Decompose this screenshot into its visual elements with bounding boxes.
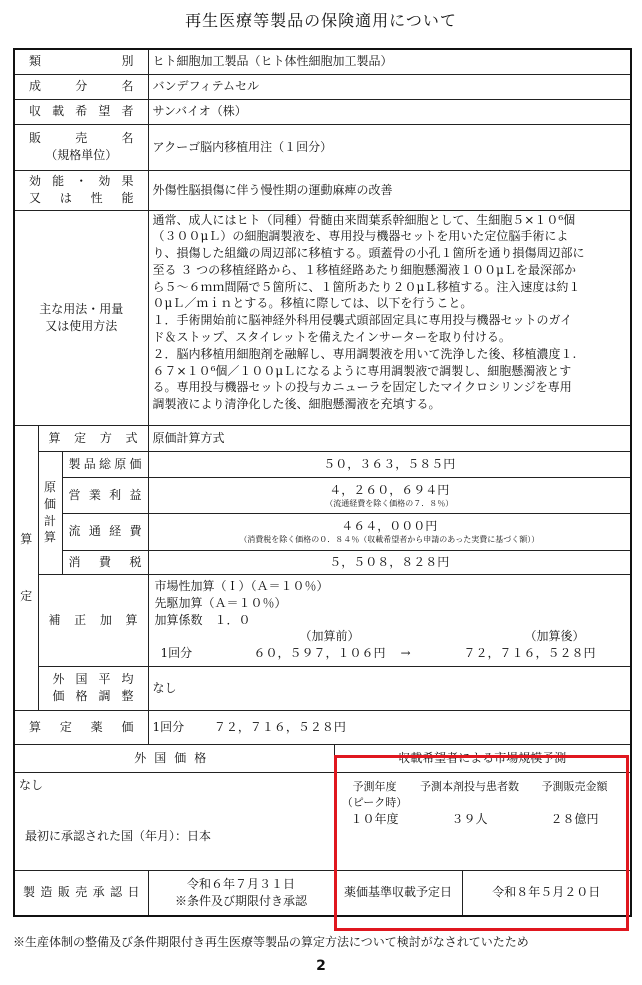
product-table	[13, 48, 632, 917]
value-method: 原価計算方式	[148, 425, 631, 451]
row-foreign-price-header	[14, 744, 631, 772]
label-distribution: 流通経費	[68, 524, 142, 539]
value-first-approved: 最初に承認された国（年月）：日本	[25, 829, 212, 844]
label-sales-unit: （規格単位）	[45, 148, 118, 162]
label-consumption-tax: 消費税	[68, 554, 142, 569]
label-correction: 補正加算	[48, 612, 138, 627]
value-applicant: サンバイオ（株）	[148, 99, 631, 124]
row-foreign-adj	[14, 666, 631, 710]
label-operating-profit: 営業利益	[68, 487, 142, 502]
row-method	[14, 425, 631, 451]
forecast-sales-header: 予測販売金額	[541, 779, 608, 793]
label-product-cost: 製品総原価	[68, 456, 142, 471]
value-consumption-tax: ５，５０８，８２８円	[148, 550, 631, 574]
label-listing-date: 薬価基準収載予定日	[334, 870, 462, 916]
correction-before-value: ６０，５９７，１０６円	[253, 646, 386, 661]
label-usage-1: 主な用法・用量	[39, 301, 124, 316]
usage-line: ２．脳内移植用細胞剤を融解し、専用調製液を用いて洗浄した後、移植濃度１.	[152, 346, 577, 361]
correction-after-label: （加算後）	[524, 629, 585, 644]
page-number: 2	[316, 958, 326, 974]
row-efficacy	[14, 170, 631, 210]
row-foreign-price-body	[14, 772, 631, 870]
row-usage	[14, 210, 631, 425]
label-calculated-price: 算定薬価	[29, 719, 134, 734]
label-method: 算定方式	[48, 430, 138, 445]
label-usage-2: 又は使用方法	[45, 318, 118, 333]
correction-line-3: 加算係数 １．０	[154, 612, 251, 627]
row-consumption-tax	[14, 550, 631, 574]
label-category: 類 別	[29, 54, 134, 69]
label-sales-name: 販 売 名	[29, 131, 134, 146]
value-product-cost: ５０，３６３，５８５円	[148, 451, 631, 477]
value-calculated-price: ７２，７１６，５２８円	[213, 719, 346, 734]
usage-line: ６７×１０⁶個／１００μＬになるように専用調製液で調製し、細胞懸濁液とす	[152, 363, 572, 378]
value-operating-profit: ４，２６０，６９４円	[329, 482, 450, 497]
label-genka: 原 価 計 算	[38, 451, 62, 574]
forecast-box	[334, 772, 631, 870]
value-foreign-adj: なし	[148, 666, 631, 710]
label-foreign-price: 外国価格	[134, 750, 215, 765]
row-distribution	[14, 513, 631, 550]
row-category	[14, 49, 631, 74]
usage-line: る。専用投与機器セットの投与カニューラを固定したマイクロシリンジを専用	[152, 380, 572, 395]
calculated-price-unit: 1回分	[152, 719, 185, 734]
correction-after-value: ７２，７１６，５２８円	[463, 646, 596, 661]
correction-line-2: 先駆加算（Ａ＝１０％）	[154, 595, 287, 610]
row-ingredient	[14, 74, 631, 99]
page-title: 再生医療等製品の保険適用について	[185, 11, 457, 30]
correction-unit: 1回分	[160, 646, 193, 661]
value-correction	[148, 574, 631, 666]
row-correction	[14, 574, 631, 666]
value-foreign-price: なし	[19, 777, 44, 792]
note-distribution: （消費税を除く価格の０．８４％（収載希望者から申請のあった実費に基づく額））	[239, 535, 540, 545]
correction-arrow: →	[400, 646, 411, 661]
value-efficacy: 外傷性脳損傷に伴う慢性期の運動麻痺の改善	[148, 170, 631, 210]
usage-line: １．手術開始前に脳神経外科用侵襲式頭部固定具に専用投与機器セットのガイ	[152, 313, 573, 328]
forecast-patients-header: 予測本剤投与患者数	[420, 779, 520, 793]
usage-line: 通常、成人にはヒト（同種）骨髄由来間葉系幹細胞として、生細胞５×１０⁶個	[152, 212, 576, 227]
value-sales-name: アクーゴ脳内移植用注（１回分）	[148, 124, 631, 170]
row-applicant	[14, 99, 631, 124]
note-operating-profit: （流通経費を除く価格の７．８％）	[325, 498, 454, 508]
usage-line: ら５〜６ｍｍ間隔で５箇所に、１箇所あたり２０μＬ移植する。注入速度は約１	[152, 279, 581, 294]
label-applicant: 収載希望者	[29, 104, 134, 119]
label-foreign-adj-1: 外国平均	[52, 672, 134, 687]
usage-line: 調製液により清浄化した後、細胞懸濁液を充填する。	[152, 397, 441, 412]
row-sales-name	[14, 124, 631, 170]
label-foreign-adj-2: 価格調整	[52, 689, 134, 703]
label-market-forecast: 収載希望者による市場規模予測	[334, 744, 631, 772]
value-approval-condition: ※条件及び期限付き承認	[175, 893, 308, 908]
usage-line: ０μＬ／ｍｉｎとする。移植に際しては、以下を行うこと。	[152, 296, 473, 311]
forecast-year-value: １０年度	[350, 811, 399, 826]
value-listing-date: 令和８年５月２０日	[462, 870, 631, 916]
usage-line: り、損傷した組織の周辺部に移植する。頭蓋骨の小孔１箇所を通り損傷周辺部に	[152, 246, 585, 261]
usage-line: ド＆ストップ、スタイレットを備えたインサーターを取り付ける。	[152, 330, 511, 345]
footnote: ※生産体制の整備及び条件期限付き再生医療等製品の算定方法について検討がなされていたため	[13, 935, 529, 949]
row-calculated-price	[14, 710, 631, 744]
label-efficacy-2: 又は性能	[29, 191, 134, 205]
forecast-patients-value: ３９人	[451, 811, 488, 826]
value-approval-date: 令和６年７月３１日	[187, 876, 296, 891]
usage-line: 至る ３ つの移植経路から、１移植経路あたり細胞懸濁液１００μＬを最深部か	[152, 262, 576, 277]
row-operating-profit	[14, 477, 631, 513]
label-santei: 算 定	[14, 425, 38, 710]
correction-before-label: （加算前）	[299, 629, 360, 644]
forecast-year-header: 予測年度	[352, 779, 397, 793]
value-category: ヒト細胞加工製品（ヒト体性細胞加工製品）	[148, 49, 631, 74]
forecast-sales-value: ２８億円	[550, 811, 599, 826]
row-product-cost	[14, 451, 631, 477]
value-distribution: ４６４，０００円	[341, 519, 438, 534]
label-ingredient: 成 分 名	[29, 79, 134, 94]
value-ingredient: バンデフィテムセル	[148, 74, 631, 99]
correction-line-1: 市場性加算（Ｉ）（Ａ＝１０％）	[154, 579, 329, 593]
usage-line: （３００μＬ）の細胞調製液を、専用投与機器セットを用いた定位脳手術によ	[152, 229, 569, 244]
row-dates	[14, 870, 631, 916]
forecast-year-header-note: （ピーク時）	[341, 795, 408, 809]
label-approval-date: 製造販売承認日	[23, 885, 140, 900]
label-efficacy-1: 効能・効果	[29, 174, 134, 189]
value-usage	[148, 210, 631, 425]
